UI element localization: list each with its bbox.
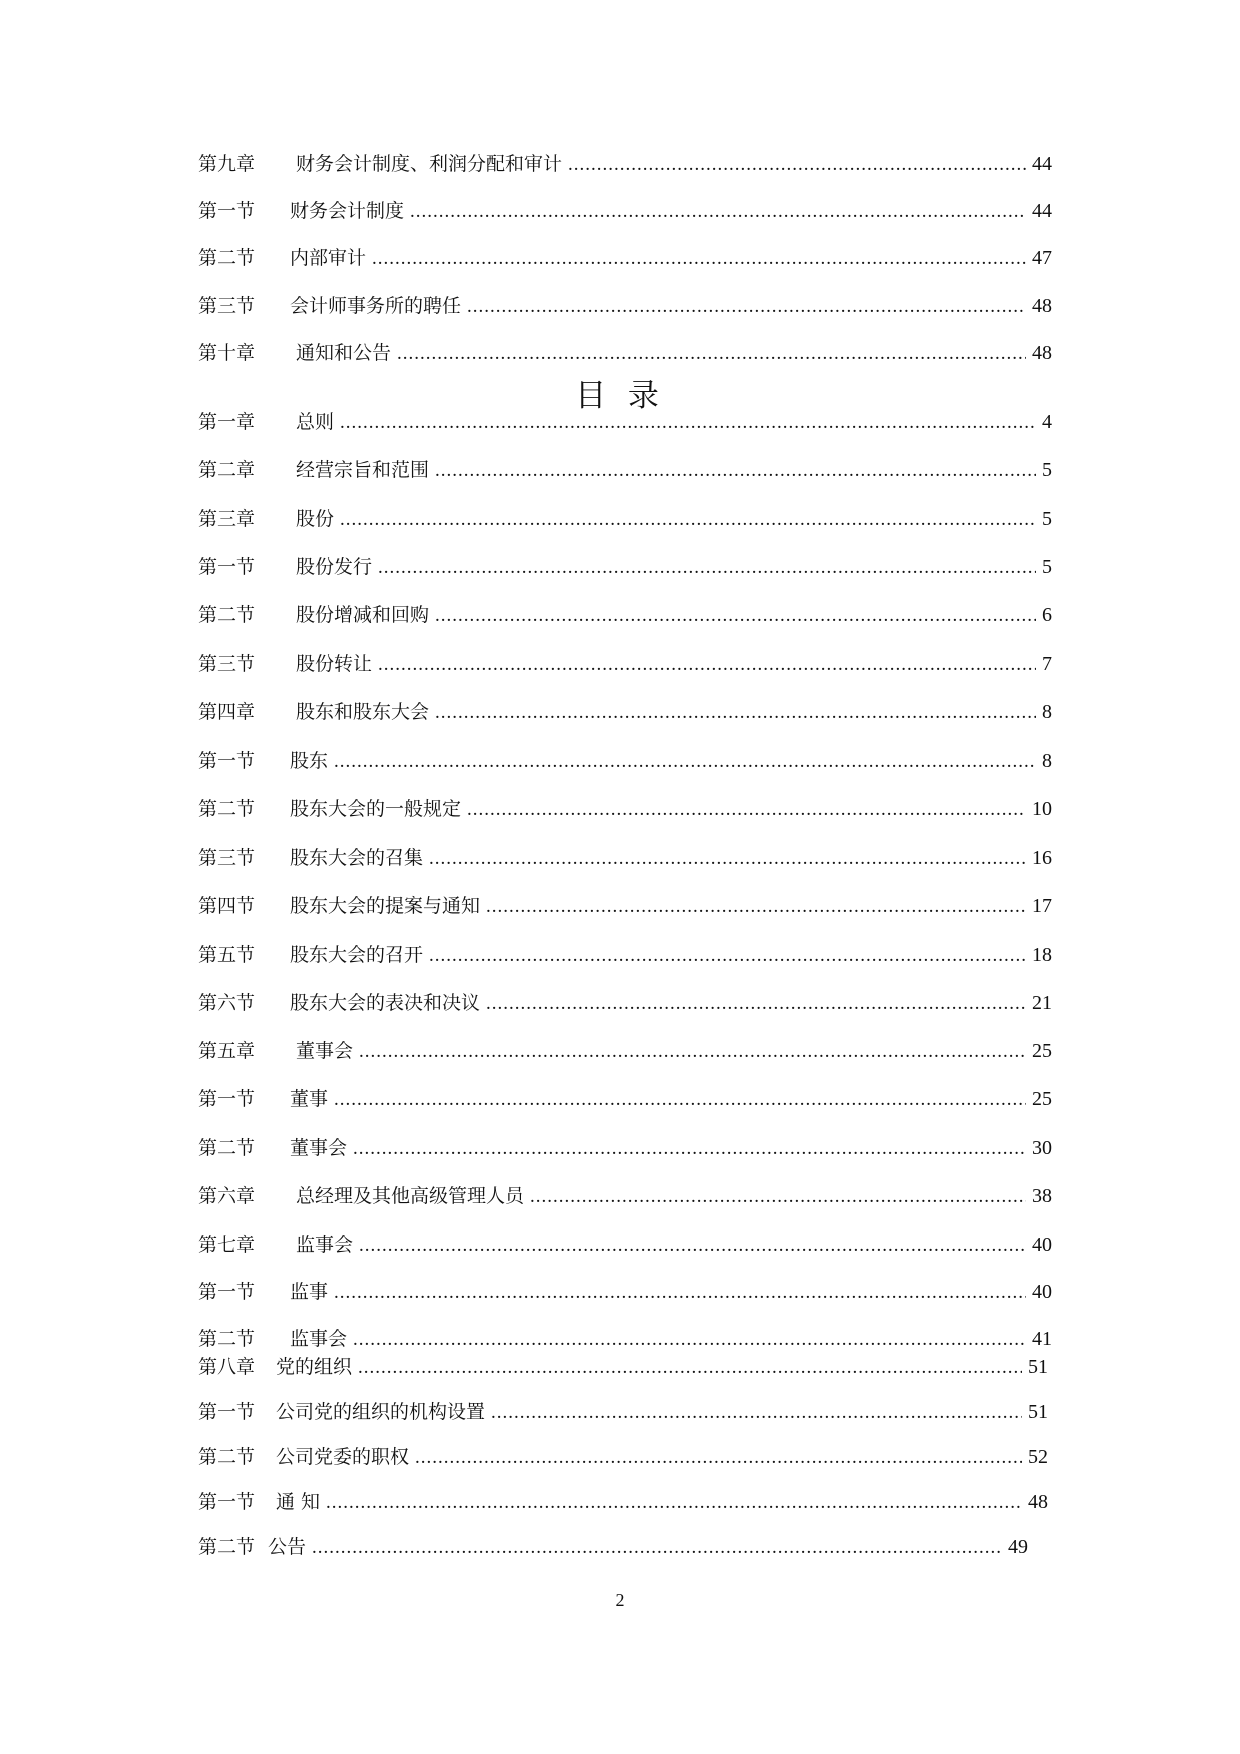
dot-leader bbox=[467, 798, 1026, 822]
entry-label: 第四节 bbox=[198, 895, 256, 917]
dot-leader bbox=[358, 1356, 1022, 1380]
entry-page: 38 bbox=[1032, 1185, 1052, 1207]
entry-title: 股份发行 bbox=[296, 556, 373, 578]
dot-leader bbox=[397, 342, 1026, 366]
entry-label: 第一节 bbox=[198, 1401, 256, 1423]
toc-entry[interactable] bbox=[198, 1490, 1048, 1515]
entry-title: 股东大会的提案与通知 bbox=[290, 895, 481, 917]
toc-entry[interactable] bbox=[198, 1233, 1052, 1258]
entry-label: 第三节 bbox=[198, 847, 256, 869]
entry-label: 第一节 bbox=[198, 556, 256, 578]
entry-page: 51 bbox=[1028, 1401, 1048, 1423]
entry-page: 10 bbox=[1032, 798, 1052, 820]
toc-entry[interactable] bbox=[198, 700, 1052, 725]
dot-leader bbox=[334, 1088, 1026, 1112]
toc-entry[interactable] bbox=[198, 991, 1052, 1016]
dot-leader bbox=[378, 556, 1036, 580]
toc-entry[interactable] bbox=[198, 1400, 1048, 1425]
entry-page: 40 bbox=[1032, 1281, 1052, 1303]
entry-page: 8 bbox=[1042, 750, 1052, 772]
dot-leader bbox=[486, 895, 1026, 919]
entry-page: 16 bbox=[1032, 847, 1052, 869]
entry-page: 41 bbox=[1032, 1328, 1052, 1350]
entry-page: 5 bbox=[1042, 508, 1052, 530]
dot-leader bbox=[435, 701, 1036, 725]
entry-page: 21 bbox=[1032, 992, 1052, 1014]
dot-leader bbox=[429, 847, 1026, 871]
entry-label: 第一节 bbox=[198, 1491, 256, 1513]
entry-page: 47 bbox=[1032, 247, 1052, 269]
dot-leader bbox=[429, 944, 1026, 968]
entry-page: 44 bbox=[1032, 153, 1052, 175]
entry-title: 监事会 bbox=[290, 1328, 348, 1350]
entry-label: 第二节 bbox=[198, 798, 256, 820]
toc-entry[interactable] bbox=[198, 199, 1052, 224]
entry-label: 第三章 bbox=[198, 508, 256, 530]
dot-leader bbox=[415, 1446, 1022, 1470]
toc-entry[interactable] bbox=[198, 1136, 1052, 1161]
entry-page: 7 bbox=[1042, 653, 1052, 675]
entry-title: 内部审计 bbox=[290, 247, 367, 269]
dot-leader bbox=[340, 411, 1036, 435]
toc-entry[interactable] bbox=[198, 894, 1052, 919]
dot-leader bbox=[467, 295, 1026, 319]
entry-label: 第二节 bbox=[198, 1446, 256, 1468]
entry-title: 股东大会的召集 bbox=[290, 847, 424, 869]
toc-entry[interactable] bbox=[198, 152, 1052, 177]
entry-label: 第一节 bbox=[198, 750, 256, 772]
entry-title: 财务会计制度、利润分配和审计 bbox=[296, 153, 563, 175]
entry-title: 监事会 bbox=[296, 1234, 354, 1256]
entry-title: 股东和股东大会 bbox=[296, 701, 430, 723]
toc-entry[interactable] bbox=[198, 1327, 1052, 1352]
entry-title: 财务会计制度 bbox=[290, 200, 405, 222]
dot-leader bbox=[435, 459, 1036, 483]
entry-page: 5 bbox=[1042, 459, 1052, 481]
entry-page: 52 bbox=[1028, 1446, 1048, 1468]
entry-label: 第一章 bbox=[198, 411, 256, 433]
dot-leader bbox=[353, 1137, 1026, 1161]
entry-title: 股东大会的一般规定 bbox=[290, 798, 462, 820]
dot-leader bbox=[410, 200, 1026, 224]
entry-page: 6 bbox=[1042, 604, 1052, 626]
toc-entry[interactable] bbox=[198, 1039, 1052, 1064]
dot-leader bbox=[530, 1185, 1026, 1209]
entry-title: 公司党委的职权 bbox=[276, 1446, 410, 1468]
entry-page: 30 bbox=[1032, 1137, 1052, 1159]
entry-label: 第五章 bbox=[198, 1040, 256, 1062]
toc-entry[interactable] bbox=[198, 1184, 1052, 1209]
toc-entry[interactable] bbox=[198, 1445, 1048, 1470]
dot-leader bbox=[486, 992, 1026, 1016]
entry-label: 第一节 bbox=[198, 1281, 256, 1303]
entry-title: 股东 bbox=[290, 750, 329, 772]
entry-title: 党的组织 bbox=[276, 1356, 353, 1378]
entry-label: 第二章 bbox=[198, 459, 256, 481]
entry-label: 第三节 bbox=[198, 653, 256, 675]
entry-title: 公告 bbox=[268, 1536, 307, 1558]
entry-page: 40 bbox=[1032, 1234, 1052, 1256]
entry-title: 通 知 bbox=[276, 1491, 321, 1513]
entry-title: 通知和公告 bbox=[296, 342, 392, 364]
entry-page: 18 bbox=[1032, 944, 1052, 966]
entry-page: 25 bbox=[1032, 1040, 1052, 1062]
entry-page: 51 bbox=[1028, 1356, 1048, 1378]
entry-page: 17 bbox=[1032, 895, 1052, 917]
toc-entry[interactable] bbox=[198, 652, 1052, 677]
toc-entry[interactable] bbox=[198, 603, 1052, 628]
dot-leader bbox=[334, 750, 1036, 774]
toc-entry[interactable] bbox=[198, 410, 1052, 435]
entry-page: 44 bbox=[1032, 200, 1052, 222]
entry-page: 48 bbox=[1028, 1491, 1048, 1513]
entry-title: 股份增减和回购 bbox=[296, 604, 430, 626]
entry-label: 第七章 bbox=[198, 1234, 256, 1256]
dot-leader bbox=[372, 247, 1026, 271]
dot-leader bbox=[334, 1281, 1026, 1305]
entry-title: 股东大会的表决和决议 bbox=[290, 992, 481, 1014]
entry-page: 8 bbox=[1042, 701, 1052, 723]
entry-label: 第二节 bbox=[198, 604, 256, 626]
dot-leader bbox=[312, 1536, 1002, 1560]
entry-label: 第三节 bbox=[198, 295, 256, 317]
entry-label: 第六章 bbox=[198, 1185, 256, 1207]
entry-title: 董事 bbox=[290, 1088, 329, 1110]
dot-leader bbox=[568, 153, 1026, 177]
toc-entry[interactable] bbox=[198, 1280, 1052, 1305]
toc-entry[interactable] bbox=[198, 1355, 1048, 1380]
toc-entry[interactable] bbox=[198, 555, 1052, 580]
entry-label: 第二节 bbox=[198, 1328, 256, 1350]
toc-title: 目 录 bbox=[575, 378, 665, 414]
entry-page: 25 bbox=[1032, 1088, 1052, 1110]
entry-label: 第一节 bbox=[198, 200, 256, 222]
toc-entry[interactable] bbox=[198, 749, 1052, 774]
toc-entry[interactable] bbox=[198, 797, 1052, 822]
entry-label: 第二节 bbox=[198, 1536, 256, 1558]
entry-title: 公司党的组织的机构设置 bbox=[276, 1401, 486, 1423]
entry-page: 5 bbox=[1042, 556, 1052, 578]
toc-entry[interactable] bbox=[198, 294, 1052, 319]
toc-entry[interactable] bbox=[198, 341, 1052, 366]
toc-entry[interactable] bbox=[198, 458, 1052, 483]
entry-title: 总则 bbox=[296, 411, 335, 433]
entry-label: 第八章 bbox=[198, 1356, 256, 1378]
toc-entry[interactable] bbox=[198, 1087, 1052, 1112]
entry-label: 第五节 bbox=[198, 944, 256, 966]
entry-page: 48 bbox=[1032, 342, 1052, 364]
toc-entry[interactable] bbox=[198, 846, 1052, 871]
dot-leader bbox=[435, 604, 1036, 628]
entry-title: 董事会 bbox=[290, 1137, 348, 1159]
entry-title: 股东大会的召开 bbox=[290, 944, 424, 966]
dot-leader bbox=[359, 1234, 1026, 1258]
dot-leader bbox=[340, 508, 1036, 532]
entry-title: 股份转让 bbox=[296, 653, 373, 675]
entry-label: 第十章 bbox=[198, 342, 256, 364]
toc-entry[interactable] bbox=[198, 943, 1052, 968]
dot-leader bbox=[353, 1328, 1026, 1352]
toc-entry[interactable] bbox=[198, 246, 1052, 271]
entry-label: 第一节 bbox=[198, 1088, 256, 1110]
dot-leader bbox=[491, 1401, 1022, 1425]
entry-title: 董事会 bbox=[296, 1040, 354, 1062]
toc-entry[interactable] bbox=[198, 507, 1052, 532]
entry-title: 股份 bbox=[296, 508, 335, 530]
dot-leader bbox=[378, 653, 1036, 677]
entry-title: 会计师事务所的聘任 bbox=[290, 295, 462, 317]
entry-page: 49 bbox=[1008, 1536, 1028, 1558]
entry-title: 总经理及其他高级管理人员 bbox=[296, 1185, 525, 1207]
entry-title: 经营宗旨和范围 bbox=[296, 459, 430, 481]
entry-label: 第六节 bbox=[198, 992, 256, 1014]
entry-page: 4 bbox=[1042, 411, 1052, 433]
entry-title: 监事 bbox=[290, 1281, 329, 1303]
page-number: 2 bbox=[615, 1590, 625, 1610]
entry-label: 第九章 bbox=[198, 153, 256, 175]
entry-page: 48 bbox=[1032, 295, 1052, 317]
toc-entry[interactable] bbox=[198, 1535, 1028, 1560]
entry-label: 第二节 bbox=[198, 247, 256, 269]
dot-leader bbox=[326, 1491, 1022, 1515]
dot-leader bbox=[359, 1040, 1026, 1064]
entry-label: 第二节 bbox=[198, 1137, 256, 1159]
entry-label: 第四章 bbox=[198, 701, 256, 723]
